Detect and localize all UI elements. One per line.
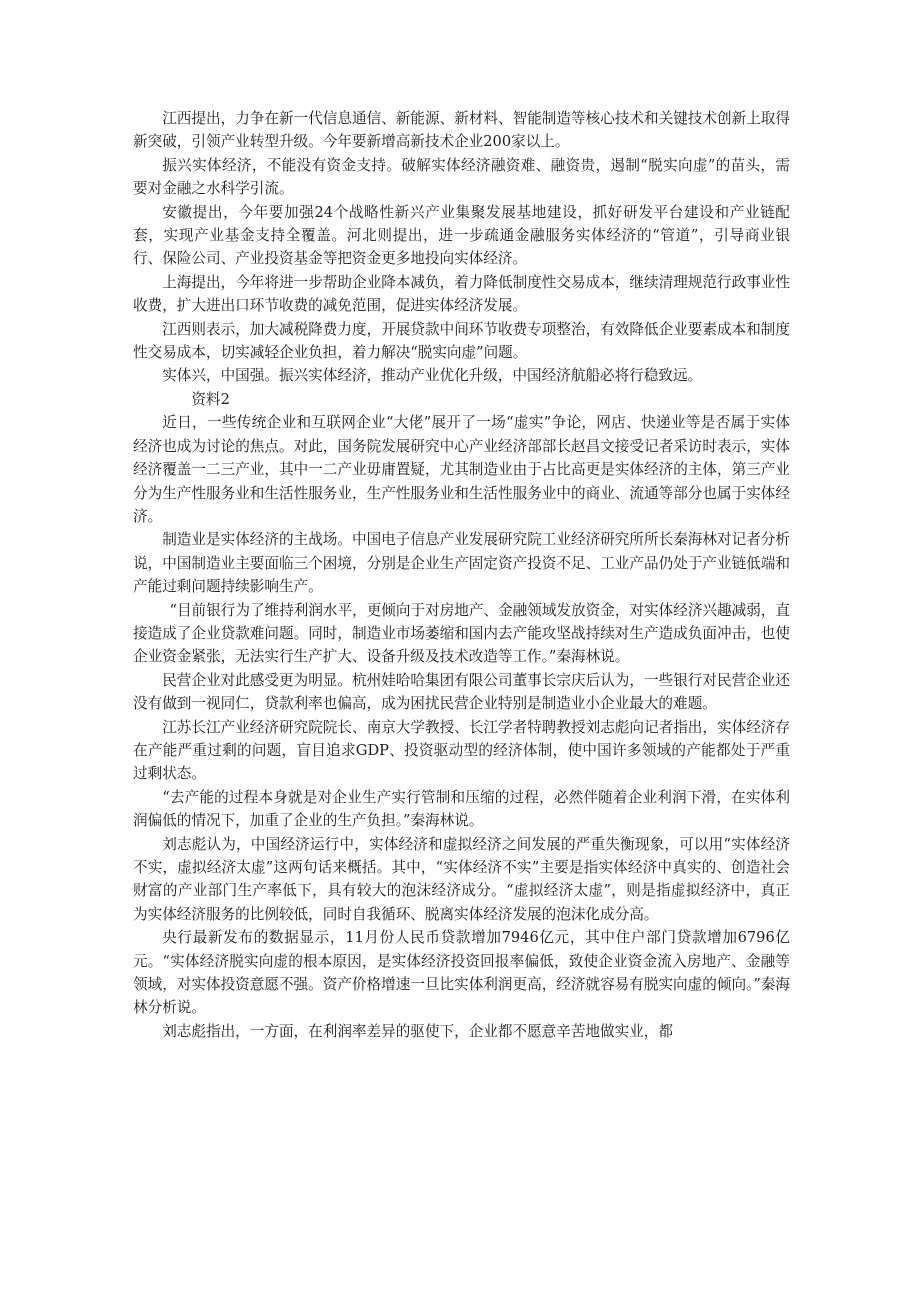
section-label: 资料2 (191, 390, 230, 408)
paragraph: 安徽提出，今年要加强24个战略性新兴产业集聚发展基地建设，抓好研发平台建设和产业链配套，实现产业基金支持全覆盖。河北则提出，进一步疏通金融服务实体经济的“管道”，引导商业银行、保险公司、产业投资基金等把资金更多地投向实体经济。 (133, 203, 790, 268)
paragraph: 振兴实体经济，不能没有资金支持。破解实体经济融资难、融资贵，遏制“脱实向虚”的苗头，需要对金融之水科学引流。 (133, 156, 790, 198)
quote-paragraph: “目前银行为了维持利润水平，更倾向于对房地产、金融领域发放资金，对实体经济兴趣减弱，直接造成了企业贷款难问题。同时，制造业市场萎缩和国内去产能攻坚战持续对生产造成负面冲击，也使企业资金紧张，无法实行生产扩大、设备升级及技术改造等工作。”秦海林说。 (133, 601, 790, 666)
paragraph: 央行最新发布的数据显示，11月份人民币贷款增加7946亿元，其中住户部门贷款增加6796亿元。“实体经济脱实向虚的根本原因，是实体经济投资回报率偏低，致使企业资金流入房地产、金融等领域，对实体投资意愿不强。资产价格增速一旦比实体利润更高，经济就容易有脱实向虚的倾向。”秦海林分析说。 (133, 929, 790, 1017)
quote-paragraph: “去产能的过程本身就是对企业生产实行管制和压缩的过程，必然伴随着企业利润下滑，在实体利润偏低的情况下，加重了企业的生产负担。”秦海林说。 (133, 788, 790, 830)
paragraph: 刘志彪认为，中国经济运行中，实体经济和虚拟经济之间发展的严重失衡现象，可以用“实体经济不实，虚拟经济太虚”这两句话来概括。其中，“实体经济不实”主要是指实体经济中真实的、创造社会财富的产业部门生产率低下，具有较大的泡沫经济成分。“虚拟经济太虚”，则是指虚拟经济中，真正为实体经济服务的比例较低，同时自我循环、脱离实体经济发展的泡沫化成分高。 (133, 835, 790, 923)
paragraph: 制造业是实体经济的主战场。中国电子信息产业发展研究院工业经济研究所所长秦海林对记者分析说，中国制造业主要面临三个困境，分别是企业生产固定资产投资不足、工业产品仍处于产业链低端和产能过剩问题持续影响生产。 (133, 531, 790, 596)
paragraph: 民营企业对此感受更为明显。杭州娃哈哈集团有限公司董事长宗庆后认为，一些银行对民营企业还没有做到一视同仁，贷款利率也偏高，成为困扰民营企业特别是制造业小企业最大的难题。 (133, 671, 790, 713)
paragraph: 江西则表示，加大减税降费力度，开展贷款中间环节收费专项整治，有效降低企业要素成本和制度性交易成本，切实减轻企业负担，着力解决“脱实向虚”问题。 (133, 320, 790, 362)
paragraph: 上海提出，今年将进一步帮助企业降本减负，着力降低制度性交易成本，继续清理规范行政事业性收费，扩大进出口环节收费的减免范围，促进实体经济发展。 (133, 273, 790, 315)
paragraph: 江苏长江产业经济研究院院长、南京大学教授、长江学者特聘教授刘志彪向记者指出，实体经济存在产能严重过剩的问题，盲目追求GDP、投资驱动型的经济体制，使中国许多领域的产能都处于严重过剩状态。 (133, 718, 790, 783)
paragraph: 刘志彪指出，一方面，在利润率差异的驱使下，企业都不愿意辛苦地做实业，都 (162, 1022, 673, 1040)
paragraph: 近日，一些传统企业和互联网企业“大佬”展开了一场“虚实”争论，网店、快递业等是否属于实体经济也成为讨论的焦点。对此，国务院发展研究中心产业经济部部长赵昌文接受记者采访时表示，实体经济覆盖一二三产业，其中一二产业毋庸置疑，尤其制造业由于占比高更是实体经济的主体，第三产业分为生产性服务业和生活性服务业，生产性服务业和生活性服务业中的商业、流通等部分也属于实体经济。 (133, 414, 790, 525)
paragraph: 实体兴，中国强。振兴实体经济，推动产业优化升级，中国经济航船必将行稳致远。 (162, 367, 703, 385)
document-body (133, 107, 790, 1043)
paragraph: 江西提出，力争在新一代信息通信、新能源、新材料、智能制造等核心技术和关键技术创新上取得新突破，引领产业转型升级。今年要新增高新技术企业200家以上。 (133, 110, 790, 151)
